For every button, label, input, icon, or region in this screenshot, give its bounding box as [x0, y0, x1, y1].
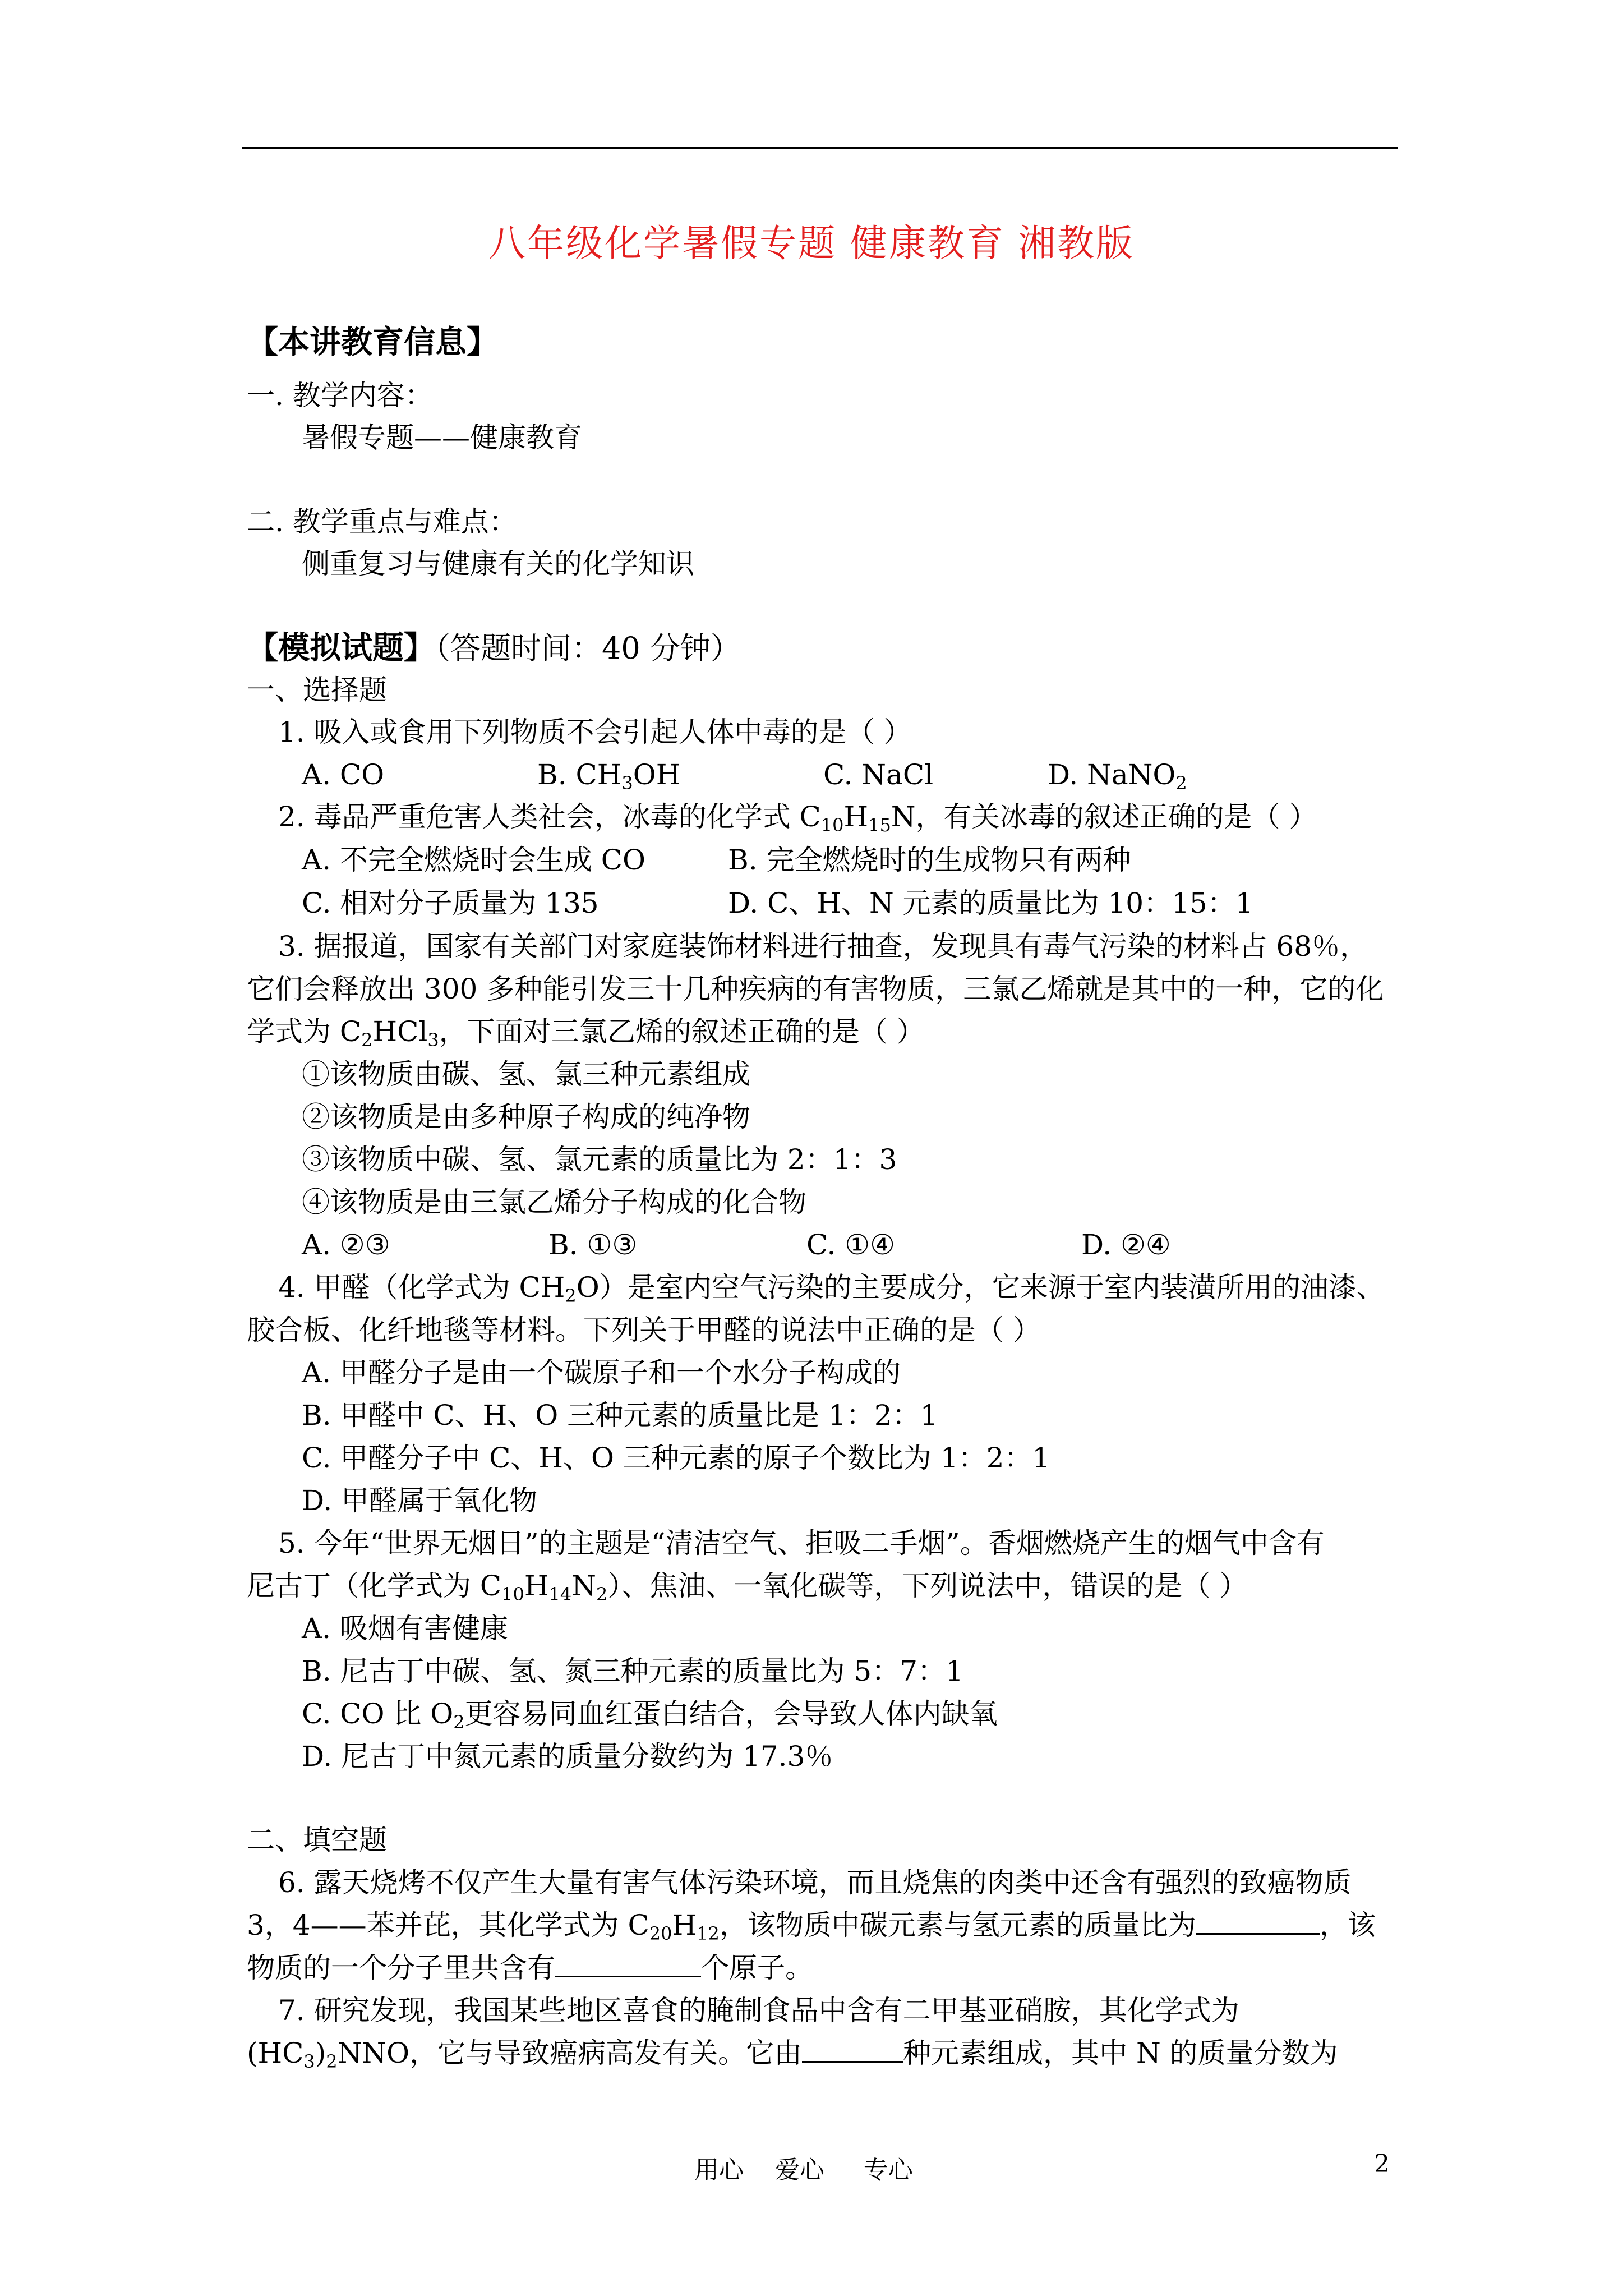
teach-content-label: 一. 教学内容： [247, 379, 433, 412]
q3-option-d: D. ②④ [1081, 1228, 1171, 1261]
q4-line2: 胶合板、化纤地毯等材料。下列关于甲醛的说法中正确的是（ ） [247, 1314, 1041, 1346]
footer-motto: 用心 爱心 专心 [694, 2156, 913, 2184]
q1-stem: 1. 吸入或食用下列物质不会引起人体中毒的是（ ） [278, 716, 912, 748]
q6-line1: 6. 露天烧烤不仅产生大量有害气体污染环境，而且烧焦的肉类中还含有强烈的致癌物质 [278, 1866, 1352, 1899]
q4-option-b: B. 甲醛中 C、H、O 三种元素的质量比是 1：2：1 [302, 1399, 938, 1432]
q1-option-a: A. CO [302, 758, 385, 791]
q3-statement-2: ②该物质是由多种原子构成的纯净物 [302, 1101, 750, 1133]
key-points-label: 二. 教学重点与难点： [247, 505, 517, 538]
q3-option-b: B. ①③ [548, 1228, 638, 1261]
q3-option-c: C. ①④ [806, 1228, 895, 1261]
teach-content: 暑假专题——健康教育 [302, 421, 582, 454]
q2-option-b: B. 完全燃烧时的生成物只有两种 [728, 844, 1131, 876]
sim-header-line [247, 628, 741, 669]
q5-line2: 尼古丁（化学式为 $C_{10}H_{14}N_2$）、焦油、一氧化碳等，下列说法中，错误的是（ ） [247, 1570, 1248, 1605]
q4-line1: 4. 甲醛（化学式为 $CH_2O$）是室内空气污染的主要成分，它来源于室内装潢所用的油漆、 [278, 1271, 1385, 1306]
q3-option-a: A. ②③ [302, 1228, 390, 1261]
q5-option-c: C. CO 比 $O_2$更容易同血红蛋白结合，会导致人体内缺氧 [302, 1697, 998, 1733]
key-points: 侧重复习与健康有关的化学知识 [302, 547, 694, 580]
q4-option-d: D. 甲醛属于氧化物 [302, 1484, 538, 1517]
q5-option-b: B. 尼古丁中碳、氢、氮三种元素的质量比为 5：7：1 [302, 1655, 963, 1687]
q3-line3: 学式为 $C_2HCl_3$，下面对三氯乙烯的叙述正确的是（ ） [247, 1015, 925, 1051]
q2-option-a: A. 不完全燃烧时会生成 CO [302, 844, 646, 876]
q5-line1: 5. 今年“世界无烟日”的主题是“清洁空气、拒吸二手烟”。香烟燃烧产生的烟气中含有 [278, 1527, 1325, 1559]
q4-option-c: C. 甲醛分子中 C、H、O 三种元素的原子个数比为 1：2：1 [302, 1442, 1050, 1474]
q3-line1: 3. 据报道，国家有关部门对家庭装饰材料进行抽查，发现具有毒气污染的材料占 68％， [278, 930, 1368, 963]
page-number: 2 [1374, 2150, 1390, 2178]
q2-stem: 2. 毒品严重危害人类社会，冰毒的化学式 $C_{10}H_{15}N$，有关冰毒的叙述正确的是（ ） [278, 800, 1317, 836]
q7-line1: 7. 研究发现，我国某些地区喜食的腌制食品中含有二甲基亚硝胺，其化学式为 [278, 1994, 1239, 2027]
document-title: 八年级化学暑假专题 健康教育 湘教版 [488, 222, 1135, 265]
sim-time: （答题时间：40 分钟） [435, 631, 741, 666]
q2-option-c: C. 相对分子质量为 135 [302, 887, 599, 919]
q3-statement-1: ①该物质由碳、氢、氯三种元素组成 [302, 1058, 750, 1091]
q3-statement-3: ③该物质中碳、氢、氯元素的质量比为 2：1：3 [302, 1143, 897, 1176]
section-choice: 一、选择题 [247, 674, 387, 706]
q7-blank-1[interactable] [802, 2036, 903, 2063]
q6-line3: 物质的一个分子里共含有 个原子。 [247, 1952, 813, 1984]
q4-option-a: A. 甲醛分子是由一个碳原子和一个水分子构成的 [302, 1356, 901, 1389]
header-rule [242, 147, 1398, 149]
q6-blank-1[interactable] [1196, 1908, 1320, 1935]
q3-statement-4: ④该物质是由三氯乙烯分子构成的化合物 [302, 1186, 806, 1218]
q1-option-b: B. $CH_3OH$ [537, 758, 681, 794]
q6-line2: 3，4——苯并芘，其化学式为 $C_{20}H_{12}$，该物质中碳元素与氢元素的质量比为 ，该 [247, 1909, 1376, 1944]
q5-option-a: A. 吸烟有害健康 [302, 1612, 508, 1645]
q1-option-c: C. NaCl [823, 758, 934, 791]
section-fill: 二、填空题 [247, 1824, 387, 1856]
sim-header: 【模拟试题】 [247, 629, 435, 666]
q2-option-d: D. C、H、N 元素的质量比为 10：15：1 [728, 887, 1253, 919]
q6-blank-2[interactable] [555, 1951, 701, 1977]
q5-option-d: D. 尼古丁中氮元素的质量分数约为 17.3％ [302, 1740, 833, 1773]
q3-line2: 它们会释放出 300 多种能引发三十几种疾病的有害物质，三氯乙烯就是其中的一种，它的化 [247, 973, 1384, 1005]
q7-line2: $(HC_3)_2NNO$，它与导致癌病高发有关。它由 种元素组成，其中 N 的质量分数为 [247, 2037, 1338, 2072]
q1-option-d: D. NaNO$_2$ [1048, 758, 1187, 794]
info-header: 【本讲教育信息】 [247, 324, 498, 361]
